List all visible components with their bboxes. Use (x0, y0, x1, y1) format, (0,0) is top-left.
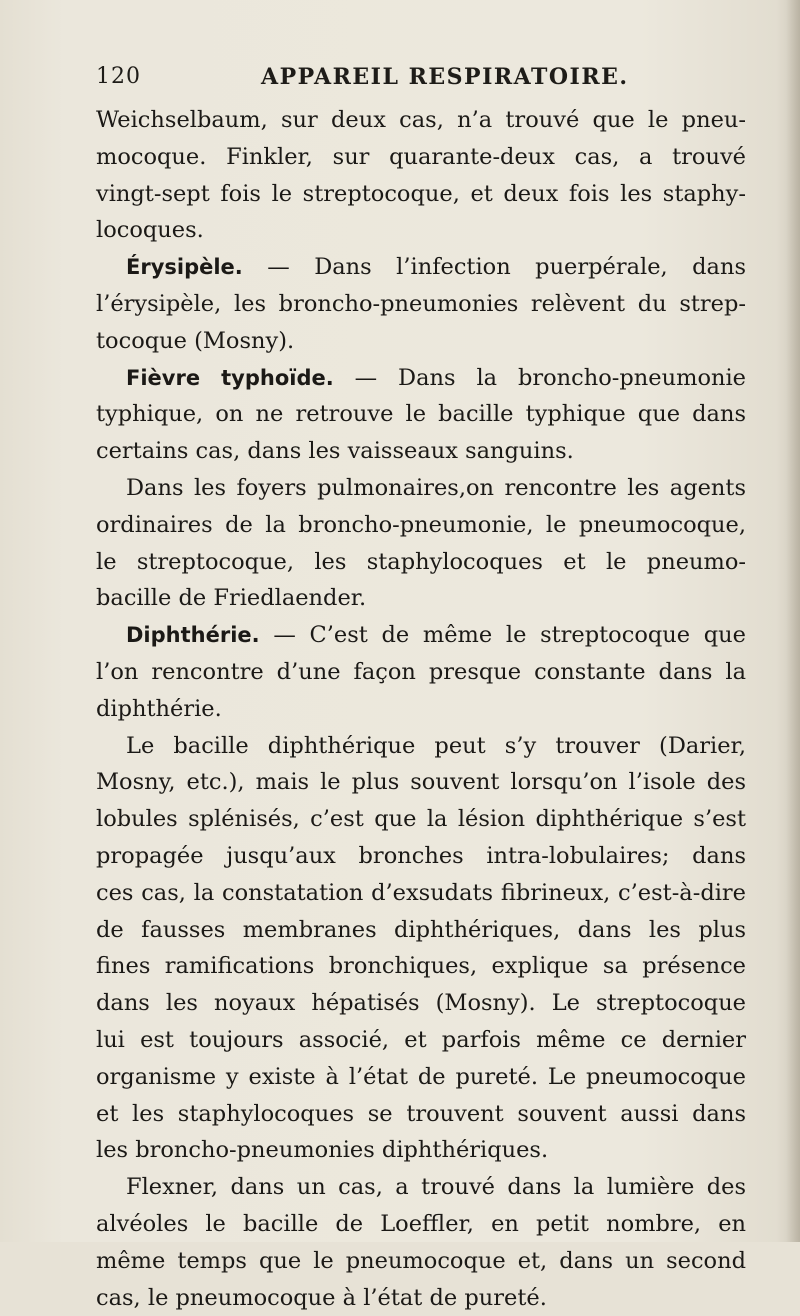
text-line: Weichselbaum, sur deux cas, n’a trouvé que le pneu- (96, 102, 746, 139)
text-line: de fausses membranes diphthériques, dans les plus (96, 912, 746, 949)
section-heading: Érysipèle. (126, 255, 243, 279)
text-line: organisme y existe à l’état de pureté. Le pneumocoque (96, 1059, 746, 1096)
text-line: bacille de Friedlaender. (96, 580, 746, 617)
text-line: diphthérie. (96, 691, 746, 728)
text-line: lui est toujours associé, et parfois même ce dernier (96, 1022, 746, 1059)
text-line: Mosny, etc.), mais le plus souvent lorsqu’on l’isole des (96, 764, 746, 801)
text-line: vingt-sept fois le streptocoque, et deux fois les staphy- (96, 176, 746, 213)
running-title: APPAREIL RESPIRATOIRE. (261, 64, 629, 90)
text-line: les broncho-pneumonies diphthériques. (96, 1132, 746, 1169)
text-line: lobules splénisés, c’est que la lésion diphthérique s’est (96, 801, 746, 838)
text-line: typhique, on ne retrouve le bacille typhique que dans (96, 396, 746, 433)
text-line: alvéoles le bacille de Loeffler, en petit nombre, en (96, 1206, 746, 1243)
page-header (96, 64, 736, 94)
text-line: propagée jusqu’aux bronches intra-lobulaires; dans (96, 838, 746, 875)
text-line: dans les noyaux hépatisés (Mosny). Le streptocoque (96, 985, 746, 1022)
text-line: l’on rencontre d’une façon presque constante dans la (96, 654, 746, 691)
text-line: Fièvre typhoïde. — Dans la broncho-pneumonie (96, 360, 746, 397)
section-heading: Fièvre typhoïde. (126, 366, 334, 390)
text-line: le streptocoque, les staphylocoques et le pneumo- (96, 544, 746, 581)
text-line: Flexner, dans un cas, a trouvé dans la lumière des (96, 1169, 746, 1206)
text-line: mocoque. Finkler, sur quarante-deux cas, a trouvé (96, 139, 746, 176)
text-line: Érysipèle. — Dans l’infection puerpérale, dans (96, 249, 746, 286)
text-line: Dans les foyers pulmonaires,on rencontre les agents (96, 470, 746, 507)
text-line: et les staphylocoques se trouvent souvent aussi dans (96, 1096, 746, 1133)
page-edge-shadow (786, 0, 800, 1242)
text-line: fines ramifications bronchiques, explique sa présence (96, 948, 746, 985)
text-line: cas, le pneumocoque à l’état de pureté. (96, 1280, 746, 1316)
page-number: 120 (96, 64, 141, 89)
text-line: Le bacille diphthérique peut s’y trouver (Darier, (96, 728, 746, 765)
text-line: Diphthérie. — C’est de même le streptocoque que (96, 617, 746, 654)
text-line: même temps que le pneumocoque et, dans un second (96, 1243, 746, 1280)
text-line: tocoque (Mosny). (96, 323, 746, 360)
text-line: certains cas, dans les vaisseaux sanguins. (96, 433, 746, 470)
text-line: ordinaires de la broncho-pneumonie, le pneumocoque, (96, 507, 746, 544)
text-line: ces cas, la constatation d’exsudats fibrineux, c’est-à-dire (96, 875, 746, 912)
section-heading: Diphthérie. (126, 623, 260, 647)
text-line: l’érysipèle, les broncho-pneumonies relèvent du strep- (96, 286, 746, 323)
text-line: locoques. (96, 212, 746, 249)
body-text (96, 102, 746, 1316)
